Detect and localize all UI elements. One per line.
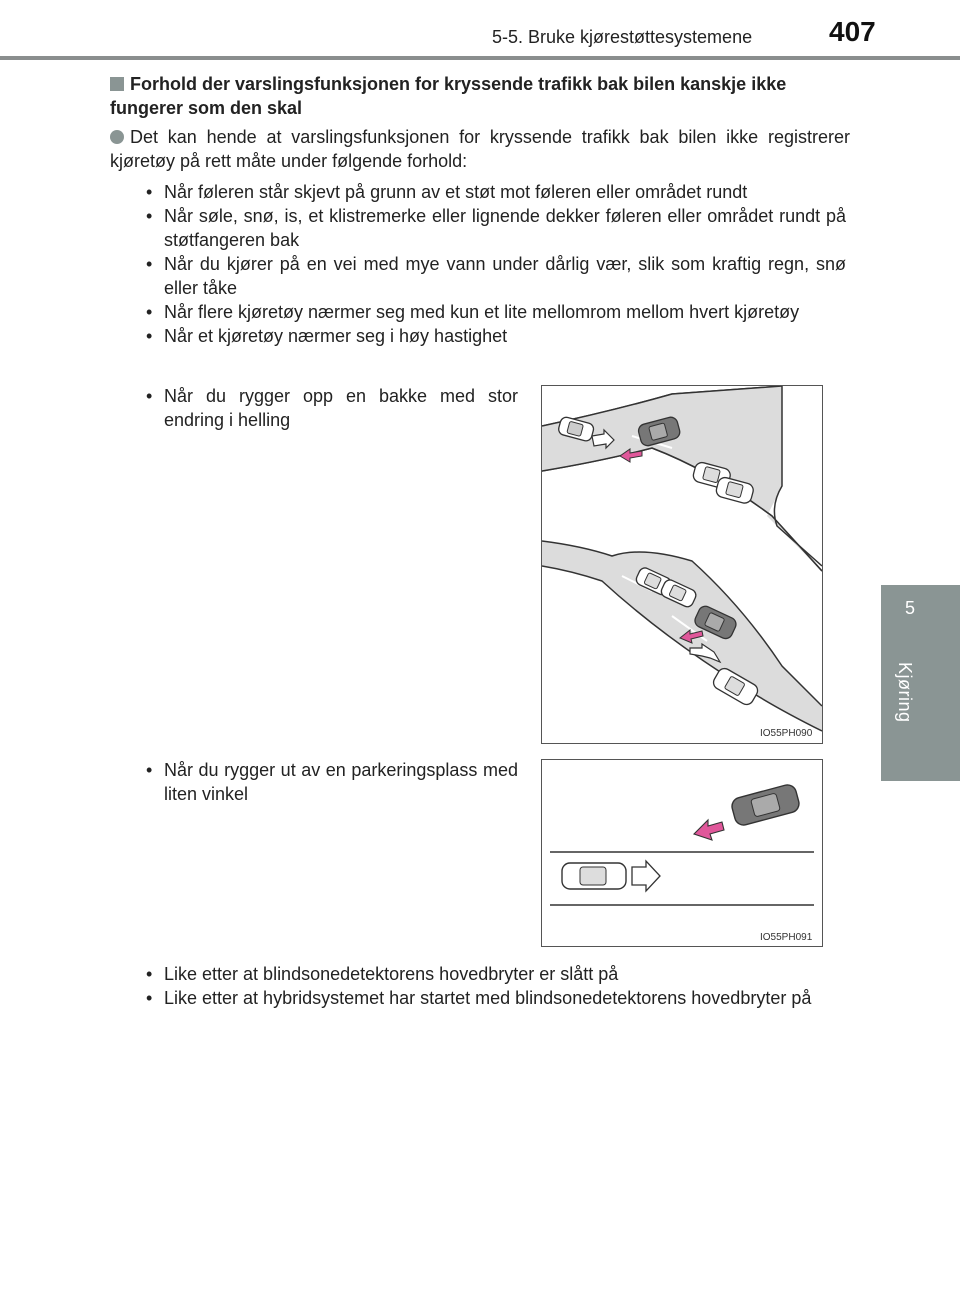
chapter-title: Kjøring	[895, 662, 915, 723]
list-item: • Like etter at blindsonedetektorens hovedbryter er slått på	[146, 962, 846, 986]
intro-paragraph	[110, 125, 850, 173]
list-item: • Like etter at hybridsystemet har startet med blindsonedetektorens hovedbryter på	[146, 986, 846, 1010]
list-item: • Når et kjøretøy nærmer seg i høy hastighet	[146, 324, 846, 348]
list-item: • Når du rygger opp en bakke med stor endring i helling	[146, 384, 518, 432]
figure-code: IO55PH090	[760, 728, 813, 739]
square-bullet-icon	[110, 77, 124, 91]
list-item: • Når du kjører på en vei med mye vann under dårlig vær, slik som kraftig regn, snø eller tåke	[146, 252, 846, 300]
page-number: 407	[829, 16, 876, 47]
circle-bullet-icon	[110, 130, 124, 144]
conditions-list	[146, 180, 846, 348]
parking-drawing	[542, 760, 822, 946]
figure-code: IO55PH091	[760, 932, 813, 943]
section-heading	[110, 72, 850, 120]
angled-parking-illustration	[541, 759, 823, 947]
hill-reversing-illustration	[541, 385, 823, 744]
header-rule	[0, 56, 960, 60]
list-item: • Når føleren står skjevt på grunn av et støt mot føleren eller området rundt	[146, 180, 846, 204]
side-tab-divider	[881, 581, 960, 585]
list-item: • Når du rygger ut av en parkeringsplass med liten vinkel	[146, 758, 518, 806]
hill-road-drawing	[542, 386, 822, 743]
chapter-side-tab	[881, 581, 960, 781]
final-conditions-list	[146, 962, 846, 1010]
chapter-number: 5	[904, 598, 915, 618]
section-heading-text: Forhold der varslingsfunksjonen for kryssende trafikk bak bilen kanskje ikke fungerer som den skal	[110, 74, 787, 118]
header-section-title: 5-5. Bruke kjørestøttesystemene	[492, 27, 753, 47]
list-item: • Når søle, snø, is, et klistremerke eller lignende dekker føleren eller området rundt på støtfangeren bak	[146, 204, 846, 252]
intro-text: Det kan hende at varslingsfunksjonen for kryssende trafikk bak bilen ikke registrerer kjøretøy på rett måte under følgende forhold:	[110, 127, 850, 171]
list-item: • Når flere kjøretøy nærmer seg med kun et lite mellomrom mellom hvert kjøretøy	[146, 300, 846, 324]
